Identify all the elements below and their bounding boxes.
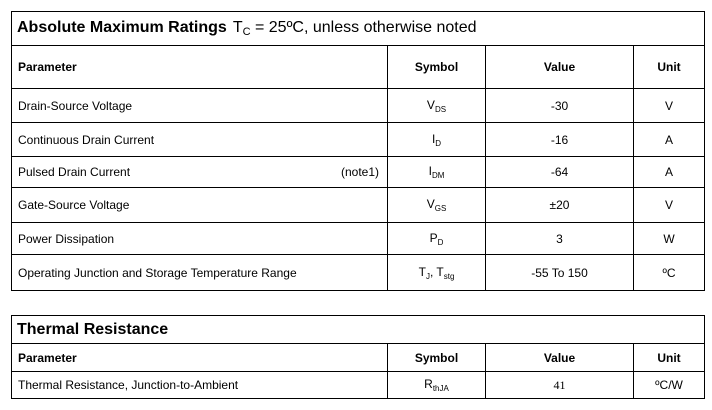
value-cell: -55 To 150	[486, 255, 634, 291]
unit-cell: W	[634, 223, 705, 255]
param-cell: Thermal Resistance, Junction-to-Ambient	[12, 372, 388, 399]
value-cell: 3	[486, 223, 634, 255]
header-value: Value	[486, 46, 634, 89]
value-cell: -64	[486, 157, 634, 188]
unit-cell: ºC/W	[634, 372, 705, 399]
symbol-cell: $T_J$, $T_{stg}$	[388, 255, 486, 291]
table-row	[12, 123, 705, 157]
header-unit: Unit	[634, 46, 705, 89]
ratings-condition: $T_C$ = 25ºC, unless otherwise noted	[232, 19, 477, 38]
symbol-cell: $V_{DS}$	[388, 89, 486, 123]
header-symbol: Symbol	[388, 46, 486, 89]
symbol-cell: $R_{thJA}$	[388, 372, 486, 399]
table-row	[12, 223, 705, 255]
ratings-title-cell	[12, 12, 705, 46]
thermal-header-row	[12, 344, 705, 372]
symbol-cell: $I_{DM}$	[388, 157, 486, 188]
value-cell: -30	[486, 89, 634, 123]
ratings-title: Absolute Maximum Ratings	[17, 19, 227, 36]
param-cell: Operating Junction and Storage Temperature Range	[12, 255, 388, 291]
unit-cell: V	[634, 89, 705, 123]
thermal-resistance-table	[11, 315, 705, 399]
param-cell: Gate-Source Voltage	[12, 188, 388, 223]
table-row	[12, 188, 705, 223]
absolute-maximum-ratings-table	[11, 11, 705, 291]
header-parameter: Parameter	[12, 344, 388, 372]
param-cell: Continuous Drain Current	[12, 123, 388, 157]
table-row	[12, 157, 705, 188]
table-row	[12, 89, 705, 123]
thermal-title: Thermal Resistance	[17, 320, 169, 338]
value-cell: 41	[486, 372, 634, 399]
note-label: (note1)	[340, 165, 379, 179]
unit-cell: ºC	[634, 255, 705, 291]
param-cell: Drain-Source Voltage	[12, 89, 388, 123]
param-cell: Power Dissipation	[12, 223, 388, 255]
unit-cell: V	[634, 188, 705, 223]
table-row	[12, 372, 705, 399]
header-value: Value	[486, 344, 634, 372]
unit-cell: A	[634, 157, 705, 188]
table-row	[12, 255, 705, 291]
unit-cell: A	[634, 123, 705, 157]
header-symbol: Symbol	[388, 344, 486, 372]
symbol-cell: $I_D$	[388, 123, 486, 157]
thermal-title-cell	[12, 316, 705, 344]
param-cell: (note1) Pulsed Drain Current	[12, 157, 388, 188]
ratings-header-row	[12, 46, 705, 89]
symbol-cell: $V_{GS}$	[388, 188, 486, 223]
header-unit: Unit	[634, 344, 705, 372]
header-parameter: Parameter	[12, 46, 388, 89]
value-cell: -16	[486, 123, 634, 157]
value-cell: ±20	[486, 188, 634, 223]
symbol-cell: $P_D$	[388, 223, 486, 255]
